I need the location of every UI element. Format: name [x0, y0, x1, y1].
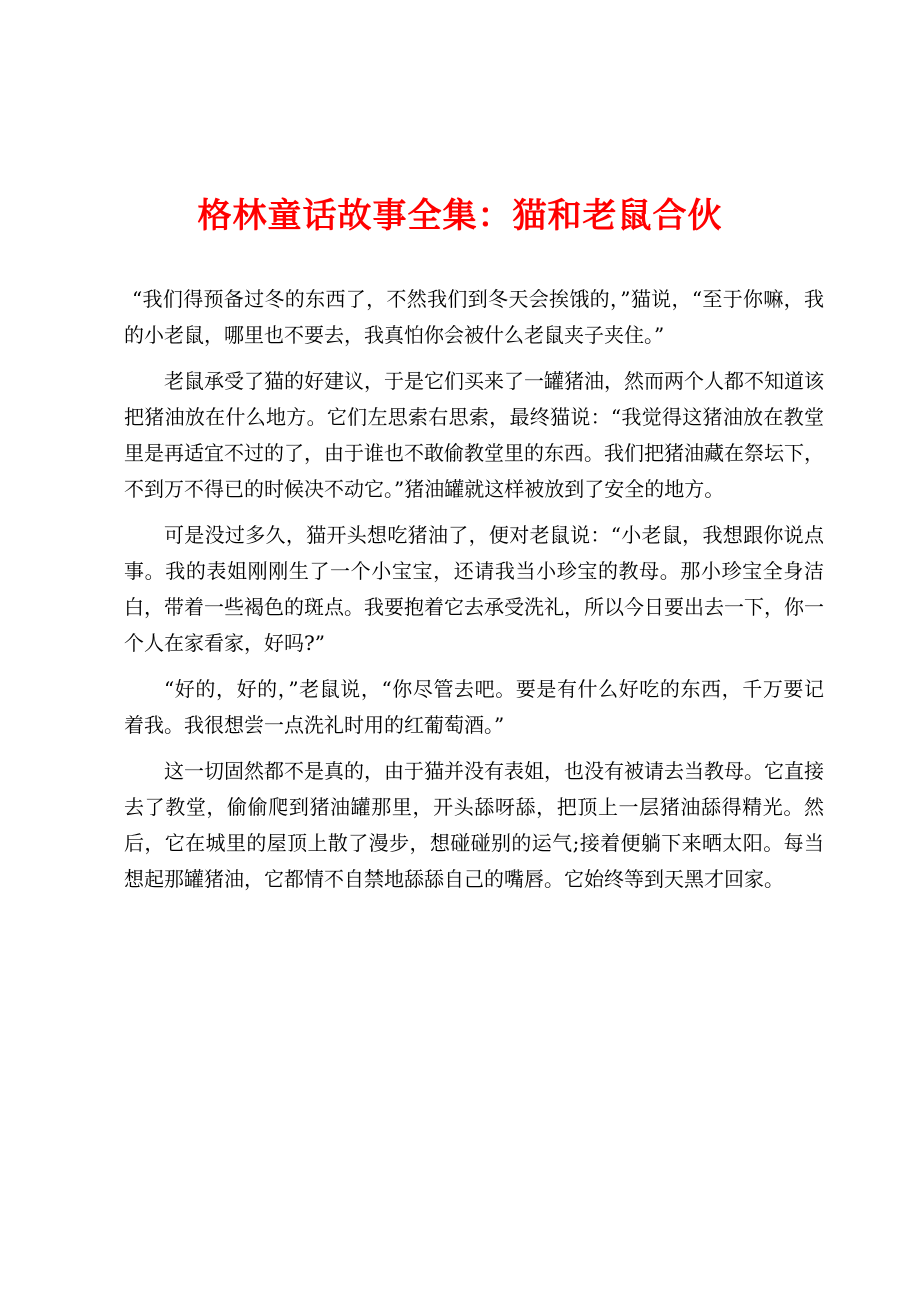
paragraph-3: 可是没过多久，猫开头想吃猪油了，便对老鼠说：“小老鼠，我想跟你说点事。我的表姐刚刚生了一个小宝宝，还请我当小珍宝的教母。那小珍宝全身洁白，带着一些褐色的斑点。我要抱着它去承受洗礼，所以今日要出去一下，你一个人在家看家，好吗?”: [124, 523, 824, 655]
paragraph-1: “我们得预备过冬的东西了，不然我们到冬天会挨饿的，”猫说，“至于你嘛，我的小老鼠，哪里也不要去，我真怕你会被什么老鼠夹子夹住。”: [124, 287, 824, 347]
document-title: 格林童话故事全集：猫和老鼠合伙: [197, 196, 723, 236]
document-body: [124, 281, 824, 907]
paragraph-2: 老鼠承受了猫的好建议，于是它们买来了一罐猪油，然而两个人都不知道该把猪油放在什么地方。它们左思索右思索，最终猫说：“我觉得这猪油放在教堂里是再适宜不过的了，由于谁也不敢偷教堂里的东西。我们把猪油藏在祭坛下，不到万不得已的时候决不动它。”猪油罐就这样被放到了安全的地方。: [124, 369, 824, 501]
paragraph-4: “好的，好的，”老鼠说，“你尽管去吧。要是有什么好吃的东西，千万要记着我。我很想尝一点洗礼时用的红葡萄酒。”: [124, 677, 824, 737]
paragraph-5: 这一切固然都不是真的，由于猫并没有表姐，也没有被请去当教母。它直接去了教堂，偷偷爬到猪油罐那里，开头舔呀舔，把顶上一层猪油舔得精光。然后，它在城里的屋顶上散了漫步，想碰碰别的运气;接着便躺下来晒太阳。每当想起那罐猪油，它都情不自禁地舔舔自己的嘴唇。它始终等到天黑才回家。: [124, 759, 824, 891]
